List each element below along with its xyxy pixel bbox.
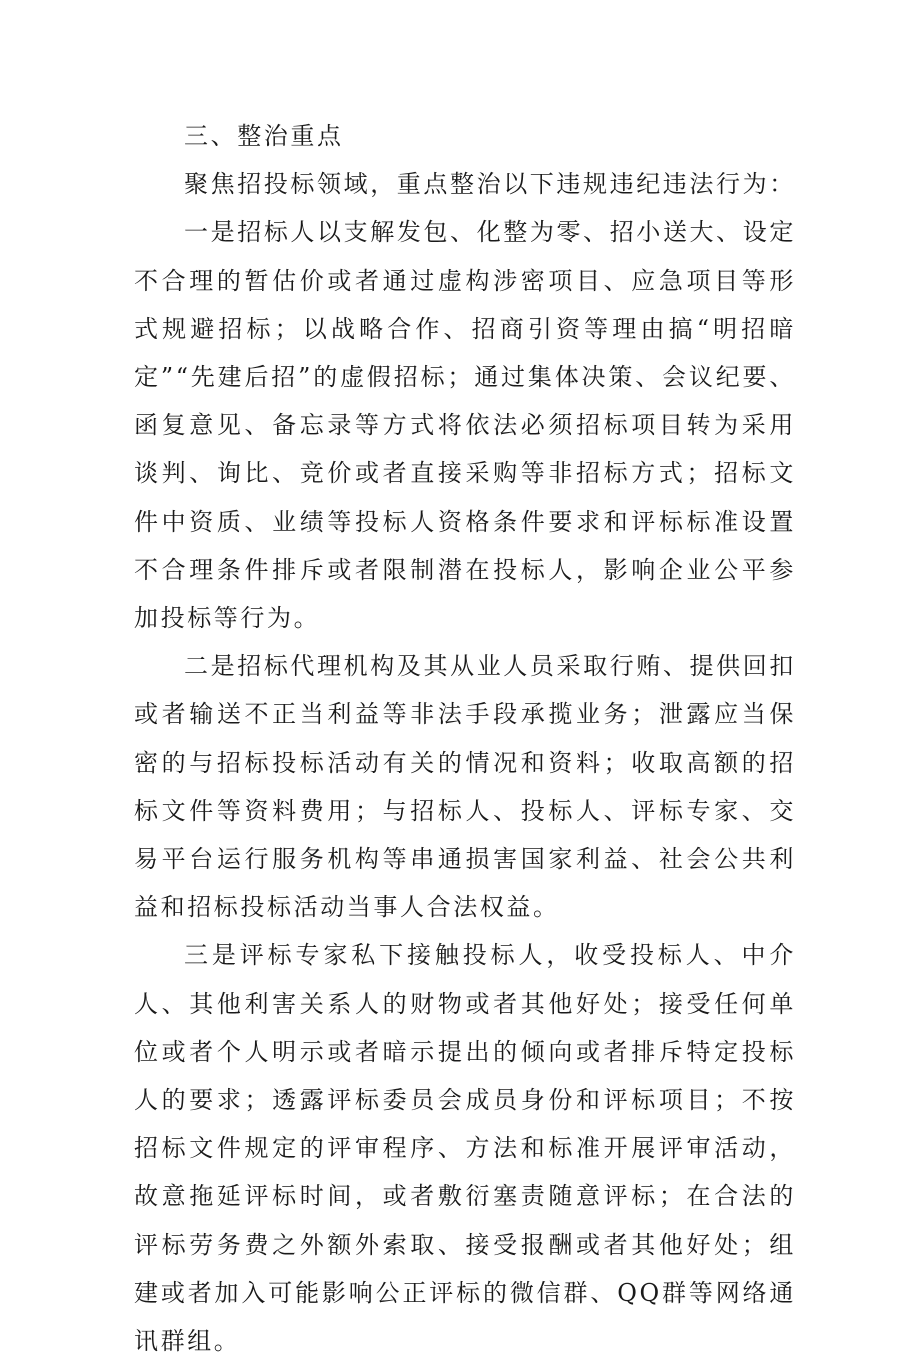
document-body bbox=[134, 112, 796, 1365]
paragraph-agency-violations: 二是招标代理机构及其从业人员采取行贿、提供回扣或者输送不正当利益等非法手段承揽业务；泄露应当保密的与招标投标活动有关的情况和资料；收取高额的招标文件等资料费用；与招标人、投标人、评标专家、交易平台运行服务机构等串通损害国家利益、社会公共利益和招标投标活动当事人合法权益。 bbox=[134, 652, 796, 922]
intro-paragraph: 聚焦招投标领域，重点整治以下违规违纪违法行为： bbox=[184, 170, 796, 199]
section-heading: 三、整治重点 bbox=[184, 122, 344, 150]
paragraph-tenderer-violations: 一是招标人以支解发包、化整为零、招小送大、设定不合理的暂估价或者通过虚构涉密项目、应急项目等形式规避招标；以战略合作、招商引资等理由搞“明招暗定”“先建后招”的虚假招标；通过集体决策、会议纪要、函复意见、备忘录等方式将依法必须招标项目转为采用谈判、询比、竞价或者直接采购等非招标方式；招标文件中资质、业绩等投标人资格条件要求和评标标准设置不合理条件排斥或者限制潜在投标人，影响企业公平参加投标等行为。 bbox=[134, 218, 796, 633]
paragraph-expert-violations: 三是评标专家私下接触投标人，收受投标人、中介人、其他利害关系人的财物或者其他好处；接受任何单位或者个人明示或者暗示提出的倾向或者排斥特定投标人的要求；透露评标委员会成员身份和评标项目；不按招标文件规定的评审程序、方法和标准开展评审活动，故意拖延评标时间，或者敷衍塞责随意评标；在合法的评标劳务费之外额外索取、接受报酬或者其他好处；组建或者加入可能影响公正评标的微信群、QQ群等网络通讯群组。 bbox=[134, 941, 796, 1356]
